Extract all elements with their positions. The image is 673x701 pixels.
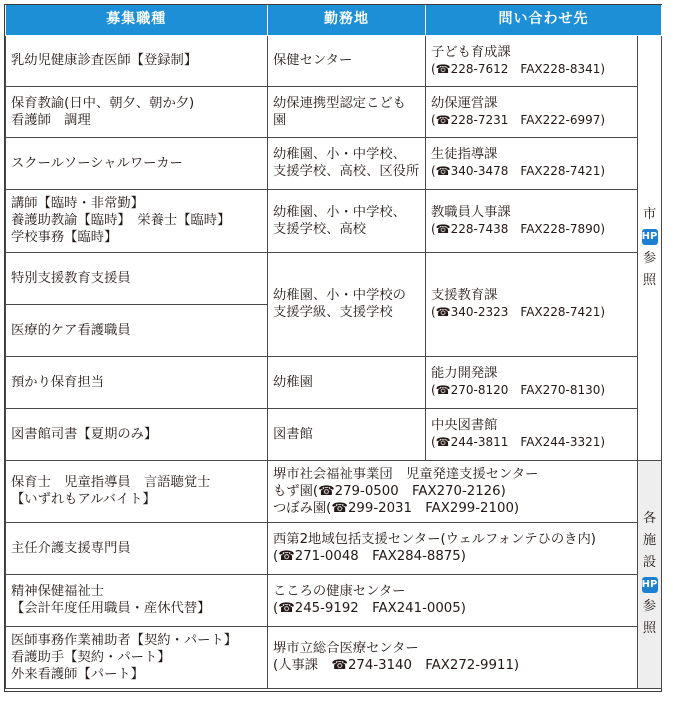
contact-cell: 教職員人事課 (☎228-7438 FAX228-7890)	[426, 189, 638, 252]
place-cell: 幼保連携型認定こども 園	[268, 86, 426, 137]
place-contact-cell: 堺市立総合医療センター (人事課 ☎274-3140 FAX272-9911)	[268, 626, 638, 688]
job-cell: 預かり保育担当	[6, 356, 268, 408]
table-row	[6, 137, 662, 189]
contact-cell: 子ども育成課 (☎228-7612 FAX228-8341)	[426, 35, 638, 86]
table-row	[6, 408, 662, 460]
place-cell: 幼稚園、小・中学校の 支援学級、支援学校	[268, 252, 426, 356]
job-cell: 特別支援教育支援員	[6, 252, 268, 304]
table-row	[6, 356, 662, 408]
place-contact-cell: 西第2地域包括支援センター(ウェルフォンテひのき内) (☎271-0048 FAX284-8875)	[268, 522, 638, 574]
hp-badge: HP	[642, 577, 658, 593]
place-cell: 保健センター	[268, 35, 426, 86]
job-cell: 講師【臨時・非常勤】 養護助教諭【臨時】 栄養士【臨時】 学校事務【臨時】	[6, 189, 268, 252]
header-job: 募集職種	[6, 5, 268, 35]
job-cell: 乳幼児健康診査医師【登録制】	[6, 35, 268, 86]
contact-cell: 支援教育課 (☎340-2323 FAX228-7421)	[426, 252, 638, 356]
side-label-city-hp: 市 HP 参 照	[638, 35, 662, 460]
header-place: 勤務地	[268, 5, 426, 35]
recruitment-table	[5, 5, 662, 689]
table-row	[6, 522, 662, 574]
recruitment-table-panel	[4, 4, 662, 692]
job-cell: 主任介護支援専門員	[6, 522, 268, 574]
contact-cell: 幼保運営課 (☎228-7231 FAX222-6997)	[426, 86, 638, 137]
place-contact-cell: 堺市社会福祉事業団 児童発達支援センター もず園(☎279-0500 FAX270-2126) つぼみ園(☎299-2031 FAX299-2100)	[268, 460, 638, 522]
contact-cell: 生徒指導課 (☎340-3478 FAX228-7421)	[426, 137, 638, 189]
job-cell: スクールソーシャルワーカー	[6, 137, 268, 189]
table-row	[6, 35, 662, 86]
table-row	[6, 189, 662, 252]
place-cell: 幼稚園	[268, 356, 426, 408]
place-cell: 幼稚園、小・中学校、 支援学校、高校	[268, 189, 426, 252]
job-cell: 図書館司書【夏期のみ】	[6, 408, 268, 460]
table-row	[6, 574, 662, 626]
place-contact-cell: こころの健康センター (☎245-9192 FAX241-0005)	[268, 574, 638, 626]
contact-cell: 中央図書館 (☎244-3811 FAX244-3321)	[426, 408, 638, 460]
side-label-facility-hp: 各 施 設 HP 参 照	[638, 460, 662, 688]
table-row	[6, 252, 662, 304]
job-cell: 医師事務作業補助者【契約・パート】 看護助手【契約・パート】 外来看護師【パート】	[6, 626, 268, 688]
table-header-row	[6, 5, 662, 35]
place-cell: 幼稚園、小・中学校、 支援学校、高校、区役所	[268, 137, 426, 189]
place-cell: 図書館	[268, 408, 426, 460]
job-cell: 保育士 児童指導員 言語聴覚士 【いずれもアルバイト】	[6, 460, 268, 522]
job-cell: 保育教諭(日中、朝夕、朝か夕) 看護師 調理	[6, 86, 268, 137]
contact-cell: 能力開発課 (☎270-8120 FAX270-8130)	[426, 356, 638, 408]
table-row	[6, 460, 662, 522]
job-cell: 精神保健福祉士 【会計年度任用職員・産休代替】	[6, 574, 268, 626]
table-row	[6, 86, 662, 137]
hp-badge: HP	[642, 229, 658, 245]
job-cell: 医療的ケア看護職員	[6, 304, 268, 356]
header-contact: 問い合わせ先	[426, 5, 662, 35]
table-row	[6, 626, 662, 688]
